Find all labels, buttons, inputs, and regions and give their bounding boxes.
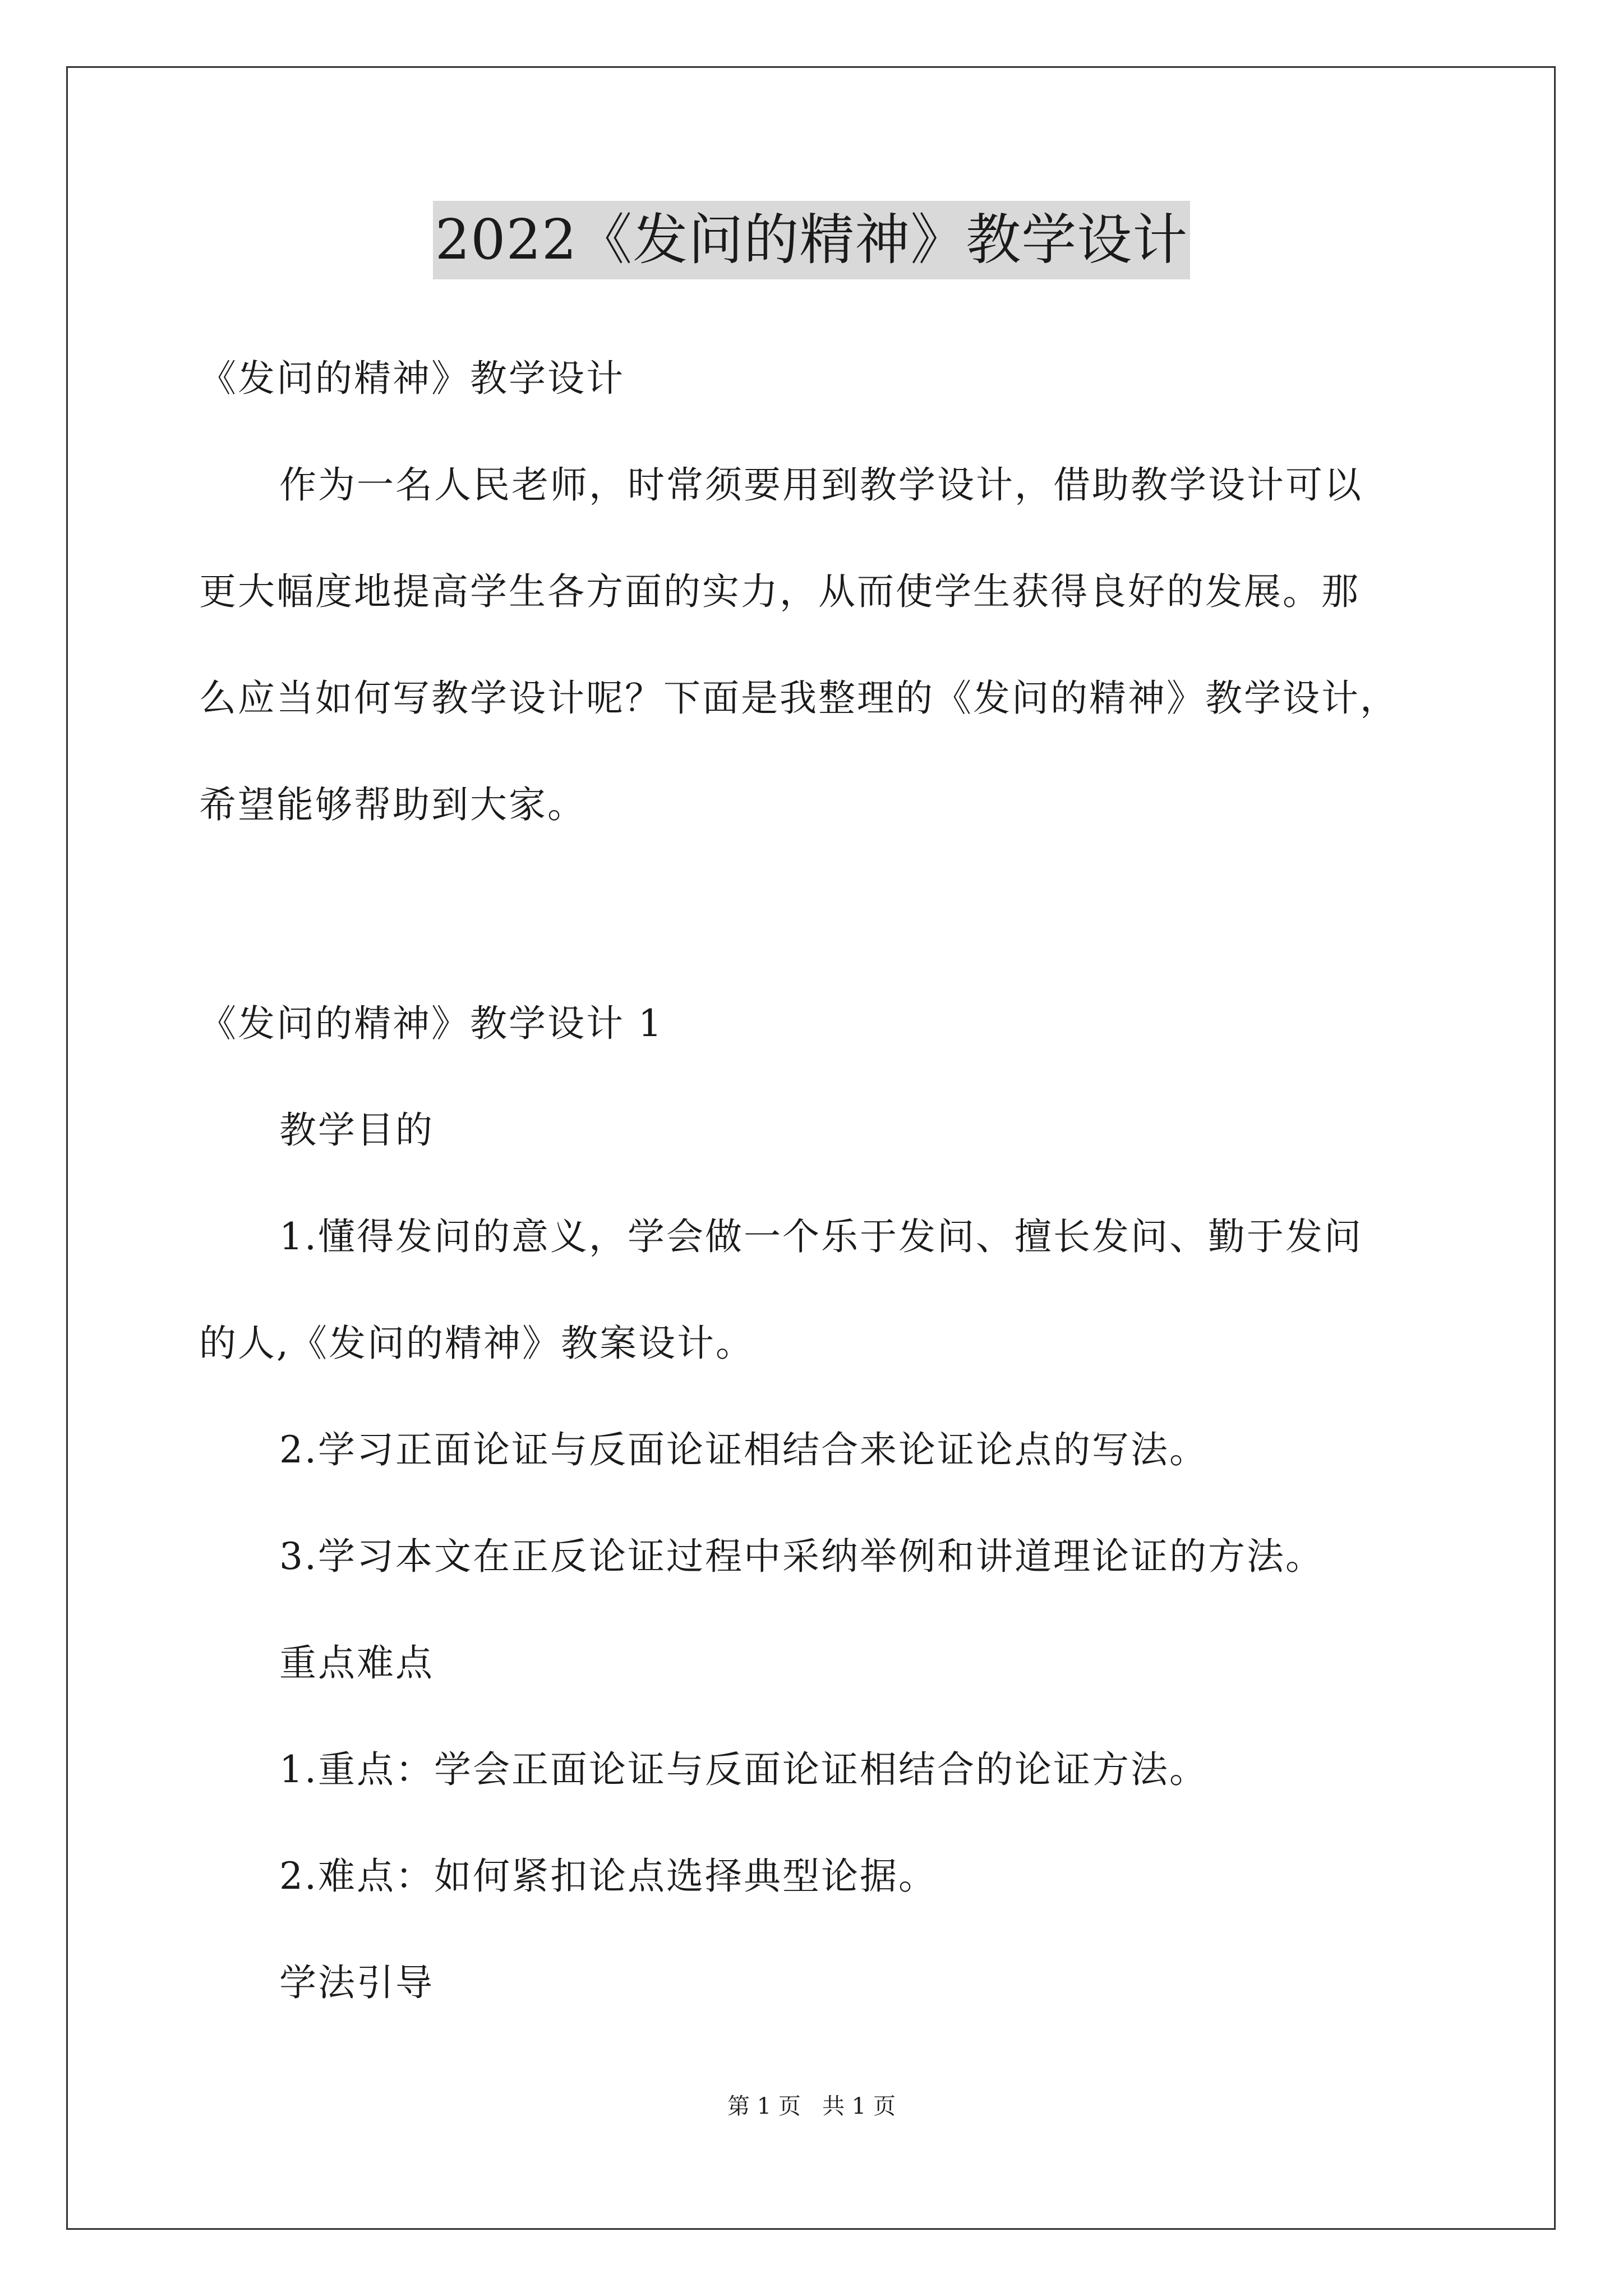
- objectives-heading: 教学目的: [279, 1108, 434, 1152]
- intro-line-3: 么应当如何写教学设计呢？下面是我整理的《发问的精神》教学设计，: [199, 677, 1399, 720]
- title-container: [0, 201, 1623, 279]
- objective-1-line-2: 的人,《发问的精神》教案设计。: [199, 1322, 754, 1365]
- intro-line-4: 希望能够帮助到大家。: [199, 783, 586, 826]
- key-point-1: 1.重点：学会正面论证与反面论证相结合的论证方法。: [279, 1748, 1208, 1791]
- subtitle: 《发问的精神》教学设计: [199, 357, 625, 400]
- section-heading: 《发问的精神》教学设计 1: [199, 1002, 663, 1045]
- objective-1-line-1: 1.懂得发问的意义，学会做一个乐于发问、擅长发问、勤于发问: [279, 1215, 1363, 1258]
- intro-line-1: 作为一名人民老师，时常须要用到教学设计，借助教学设计可以: [279, 463, 1363, 507]
- objective-2: 2.学习正面论证与反面论证相结合来论证论点的写法。: [279, 1428, 1208, 1471]
- method-heading: 学法引导: [279, 1961, 434, 2004]
- intro-line-2: 更大幅度地提高学生各方面的实力，从而使学生获得良好的发展。那: [199, 570, 1360, 613]
- objective-3: 3.学习本文在正反论证过程中采纳举例和讲道理论证的方法。: [279, 1535, 1324, 1578]
- key-points-heading: 重点难点: [279, 1641, 434, 1685]
- key-point-2: 2.难点：如何紧扣论点选择典型论据。: [279, 1855, 937, 1898]
- document-title: 2022《发问的精神》教学设计: [433, 201, 1190, 279]
- page-footer: 第 1 页 共 1 页: [727, 2093, 896, 2119]
